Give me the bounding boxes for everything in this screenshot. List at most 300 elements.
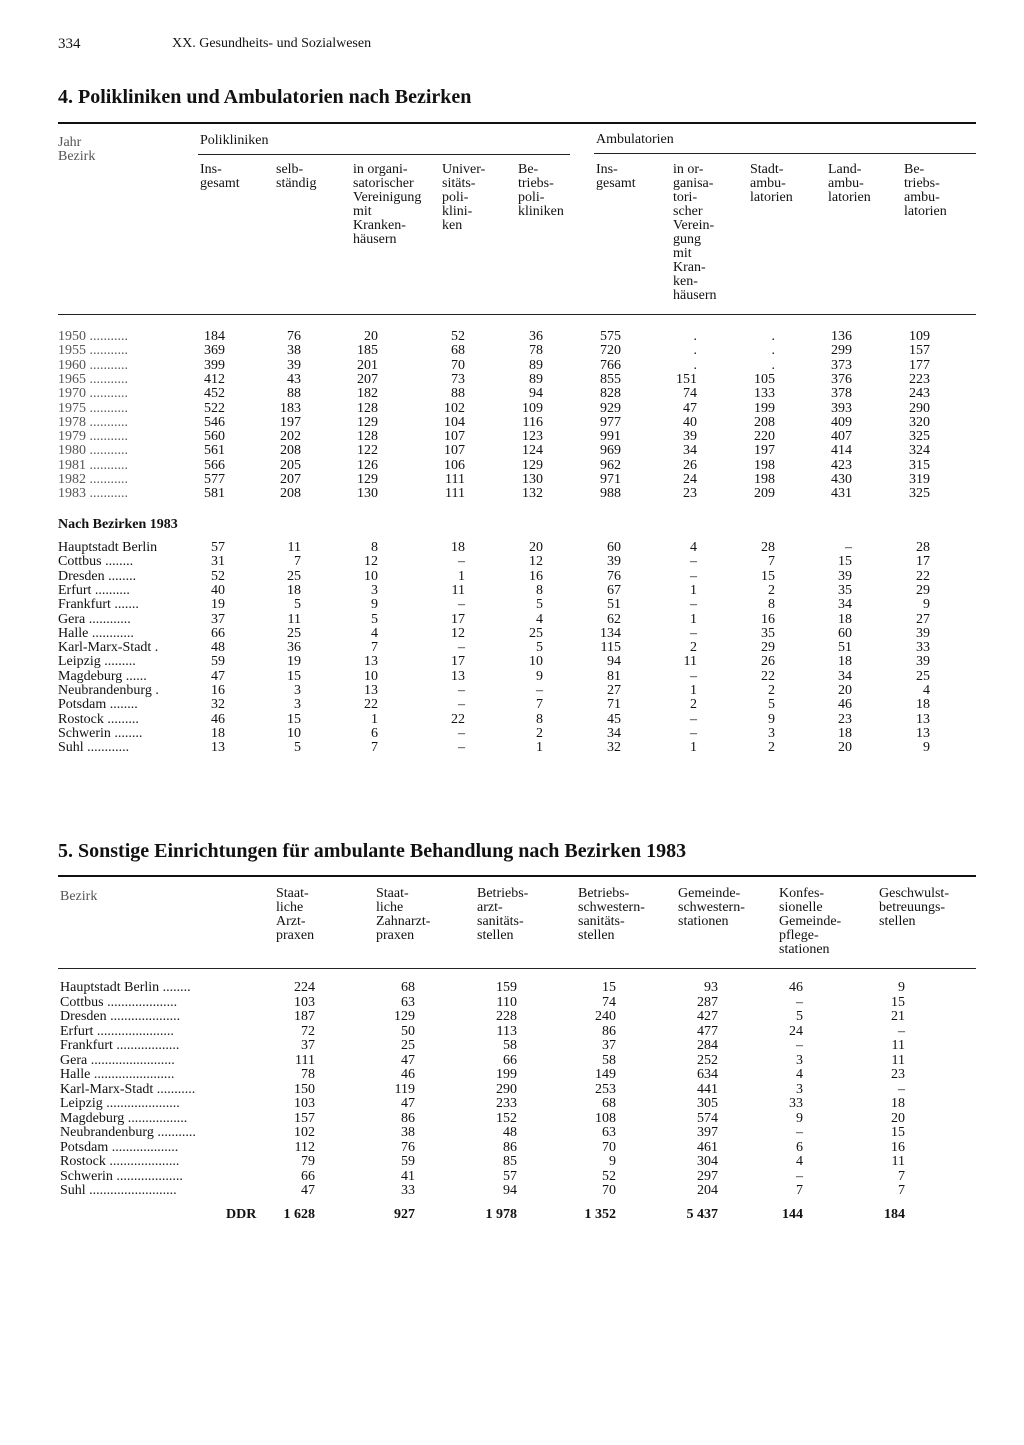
table4-cell: .: [693, 357, 697, 373]
table4-cell: 7: [294, 554, 301, 570]
table4-cell: 39: [607, 554, 621, 570]
table4-cell: 3: [768, 725, 775, 741]
table5-cell: 33: [789, 1096, 803, 1111]
table4-cell: 13: [364, 654, 378, 670]
table4-group-rule-poli: [198, 154, 570, 155]
table5-cell: 290: [496, 1081, 517, 1097]
table4-cell: 325: [909, 486, 930, 502]
table5-cell: 119: [394, 1081, 415, 1097]
table5-cell: 103: [294, 994, 315, 1010]
table4-cell: 243: [909, 386, 930, 402]
table5-cell: 5: [796, 1009, 803, 1024]
table5-cell: 240: [595, 1009, 616, 1024]
table4-cell: 452: [204, 386, 225, 402]
table4-cell: 184: [204, 329, 225, 344]
table4-cell: 47: [211, 668, 225, 684]
table5-cell: 74: [602, 994, 616, 1010]
table4-cell: 15: [761, 568, 775, 584]
table4-cell: 46: [211, 711, 225, 727]
table5-column-header: Gemeinde- schwestern- stationen: [678, 886, 745, 929]
table4-cell: 13: [916, 711, 930, 727]
table4-cell: 9: [768, 711, 775, 727]
table4-cell: 39: [916, 625, 930, 641]
table4-cell: 414: [831, 443, 852, 459]
table4-cell: 320: [909, 414, 930, 430]
table4-cell: 10: [287, 725, 301, 741]
table4-cell: 325: [909, 429, 930, 445]
table4-cell: 89: [529, 371, 543, 387]
table5-cell: 46: [789, 980, 803, 995]
table4-cell: 1: [371, 711, 378, 727]
table4-cell: –: [458, 740, 465, 756]
table4-cell: –: [690, 625, 697, 641]
table4-cell: 18: [451, 540, 465, 555]
table4-cell: 5: [294, 740, 301, 756]
table4-row-label: Magdeburg ......: [58, 668, 147, 684]
table4-row-label: 1978 ...........: [58, 414, 128, 430]
table4-cell: 22: [916, 568, 930, 584]
table5-cell: 103: [294, 1096, 315, 1111]
table4-cell: –: [536, 683, 543, 698]
table4-cell: .: [771, 343, 775, 359]
table4-cell: –: [458, 640, 465, 656]
table4-column-header: in organi- satorischer Vereinigung mit Kranken- häusern: [353, 162, 422, 247]
table5-cell: 18: [891, 1096, 905, 1111]
table4-row-label: 1982 ...........: [58, 472, 128, 487]
table4-cell: 315: [909, 457, 930, 473]
table4-cell: 25: [529, 625, 543, 641]
table4-cell: 962: [600, 457, 621, 473]
table4-cell: 7: [371, 640, 378, 656]
table4-cell: 9: [923, 597, 930, 613]
table5-cell: 9: [898, 980, 905, 995]
table5-cell: 152: [496, 1110, 517, 1126]
table4-cell: 18: [916, 697, 930, 713]
table4-cell: 2: [690, 697, 697, 713]
table4-cell: 129: [357, 414, 378, 430]
table5-cell: 110: [496, 994, 517, 1010]
table5-row-label: Hauptstadt Berlin ........: [60, 980, 191, 995]
table4-cell: 13: [364, 683, 378, 698]
table5-column-header: Staat- liche Arzt- praxen: [276, 886, 315, 943]
table4-column-header: Univer- sitäts- poli- klini- ken: [442, 162, 486, 233]
table4-cell: 5: [536, 597, 543, 613]
table5-cell: 108: [595, 1110, 616, 1126]
table4-cell: 74: [683, 386, 697, 402]
table4-cell: 1: [458, 568, 465, 584]
table5-cell: 15: [891, 1125, 905, 1140]
table5-cell: 149: [595, 1067, 616, 1082]
table4-cell: 9: [923, 740, 930, 756]
table4-cell: 5: [371, 611, 378, 627]
table4-cell: 12: [451, 625, 465, 641]
table4-cell: 208: [280, 486, 301, 502]
table4-cell: 5: [536, 640, 543, 656]
table4-cell: 198: [754, 472, 775, 487]
table5-cell: 3: [796, 1081, 803, 1097]
table5-cell: 11: [891, 1052, 905, 1068]
table5-cell: 58: [503, 1038, 517, 1053]
table4-row-label: Leipzig .........: [58, 654, 136, 670]
table4-cell: 66: [211, 625, 225, 641]
table4-cell: 182: [357, 386, 378, 402]
table5-cell: 461: [697, 1139, 718, 1155]
table4-cell: 373: [831, 357, 852, 373]
table4-cell: 62: [607, 611, 621, 627]
table5-cell: 86: [401, 1110, 415, 1126]
table4-cell: 26: [683, 457, 697, 473]
table4-cell: 3: [294, 697, 301, 713]
table5-cell: 63: [401, 994, 415, 1010]
table5-cell: 66: [503, 1052, 517, 1068]
table4-cell: 409: [831, 414, 852, 430]
table4-cell: 19: [287, 654, 301, 670]
table4-cell: 37: [211, 611, 225, 627]
table4-cell: 11: [451, 582, 465, 598]
table4-cell: 78: [529, 343, 543, 359]
table4-cell: 27: [607, 683, 621, 698]
table4-row-label: Erfurt ..........: [58, 582, 130, 598]
table5-total-cell: 5 437: [686, 1207, 718, 1222]
table4-cell: 31: [211, 554, 225, 570]
table4-cell: 198: [754, 457, 775, 473]
table5-total-cell: 1 978: [485, 1207, 517, 1222]
table5-cell: 304: [697, 1154, 718, 1169]
table5-cell: 47: [401, 1096, 415, 1111]
table5-cell: 46: [401, 1067, 415, 1082]
table5-cell: 85: [503, 1154, 517, 1169]
table4-cell: 9: [536, 668, 543, 684]
table4-cell: 15: [287, 711, 301, 727]
table4-cell: 546: [204, 414, 225, 430]
table5-cell: 287: [697, 994, 718, 1010]
table4-row-label: Dresden ........: [58, 568, 137, 584]
table5-cell: –: [796, 994, 803, 1010]
table5-cell: 33: [401, 1183, 415, 1198]
table4-cell: 522: [204, 400, 225, 416]
table4-cell: 423: [831, 457, 852, 473]
table4-row-label: Halle ............: [58, 625, 134, 641]
table5-cell: 63: [602, 1125, 616, 1140]
table4-cell: 971: [600, 472, 621, 487]
table4-cell: 1: [690, 582, 697, 598]
table4-cell: 39: [838, 568, 852, 584]
table5-cell: 228: [496, 1009, 517, 1024]
table5-column-header: Geschwulst- betreuungs- stellen: [879, 886, 949, 929]
table5-cell: 113: [496, 1023, 517, 1039]
table5-cell: 68: [602, 1096, 616, 1111]
table4-cell: 8: [536, 582, 543, 598]
table4-cell: 208: [754, 414, 775, 430]
table4-cell: 11: [287, 611, 301, 627]
table4-cell: 575: [600, 329, 621, 344]
table5-cell: 441: [697, 1081, 718, 1097]
table4-cell: 16: [529, 568, 543, 584]
table4-cell: 4: [371, 625, 378, 641]
table5-cell: –: [796, 1125, 803, 1140]
table5-cell: 129: [394, 1009, 415, 1024]
table5-cell: 16: [891, 1139, 905, 1155]
table4-cell: 67: [607, 582, 621, 598]
table4-cell: 197: [754, 443, 775, 459]
table4-cell: 111: [445, 486, 465, 502]
table4-row-label: 1970 ...........: [58, 386, 128, 402]
table4-row-label: Cottbus ........: [58, 554, 134, 570]
table4-cell: 28: [916, 540, 930, 555]
table5-cell: 305: [697, 1096, 718, 1111]
table4-cell: 129: [357, 472, 378, 487]
table4-cell: 36: [529, 329, 543, 344]
table4-cell: 70: [451, 357, 465, 373]
table4-cell: 3: [294, 683, 301, 698]
table4-row-label: 1975 ...........: [58, 400, 128, 416]
table5-cell: 66: [301, 1168, 315, 1184]
table4-cell: 2: [768, 582, 775, 598]
table4-cell: 22: [451, 711, 465, 727]
table4-cell: 18: [211, 725, 225, 741]
table4-column-header: Ins- gesamt: [200, 162, 240, 191]
table4-cell: –: [458, 725, 465, 741]
table4-cell: 13: [451, 668, 465, 684]
table4-cell: 18: [287, 582, 301, 598]
table4-cell: 183: [280, 400, 301, 416]
table5-cell: 37: [602, 1038, 616, 1053]
table4-cell: 52: [451, 329, 465, 344]
table5-row-label: Leipzig .....................: [60, 1096, 180, 1111]
table4-cell: 15: [838, 554, 852, 570]
table5-cell: 70: [602, 1183, 616, 1198]
table5-cell: 15: [891, 994, 905, 1010]
table4-cell: 393: [831, 400, 852, 416]
table4-column-header: Stadt- ambu- latorien: [750, 162, 793, 205]
table4-cell: 8: [536, 711, 543, 727]
table4-cell: 48: [211, 640, 225, 656]
table4-cell: .: [693, 343, 697, 359]
table5-cell: 86: [503, 1139, 517, 1155]
table4-section-label: Nach Bezirken 1983: [58, 517, 178, 532]
table4-cell: 828: [600, 386, 621, 402]
table5-cell: 204: [697, 1183, 718, 1198]
table4-cell: 177: [909, 357, 930, 373]
table4-top-rule: [58, 122, 976, 124]
table4-row-label: Schwerin ........: [58, 725, 143, 741]
table5-column-header: Betriebs- schwestern- sanitäts- stellen: [578, 886, 645, 943]
table4-cell: 45: [607, 711, 621, 727]
table5-row-label: Suhl .........................: [60, 1183, 177, 1198]
table4-cell: 73: [451, 371, 465, 387]
table4-cell: 207: [280, 472, 301, 487]
table5-row-label: Schwerin ...................: [60, 1168, 183, 1184]
table4-cell: 59: [211, 654, 225, 670]
table4-cell: 24: [683, 472, 697, 487]
table4-cell: 157: [909, 343, 930, 359]
table4-cell: 7: [371, 740, 378, 756]
table5-row-label: Neubrandenburg ...........: [60, 1125, 196, 1140]
table5-cell: 7: [898, 1183, 905, 1198]
table4-cell: 25: [916, 668, 930, 684]
table4-cell: –: [690, 568, 697, 584]
table5-cell: 47: [401, 1052, 415, 1068]
table4-cell: 107: [444, 429, 465, 445]
table4-cell: 29: [761, 640, 775, 656]
table5-row-label: Cottbus ....................: [60, 994, 178, 1010]
table4-cell: 39: [916, 654, 930, 670]
table4-cell: 134: [600, 625, 621, 641]
table4-cell: 76: [607, 568, 621, 584]
table4-column-header: in or- ganisa- tori- scher Verein- gung mit Kran- ken- häusern: [673, 162, 717, 303]
table4-cell: 40: [683, 414, 697, 430]
table4-cell: 23: [683, 486, 697, 502]
table4-cell: 17: [916, 554, 930, 570]
table4-cell: 430: [831, 472, 852, 487]
table4-cell: 88: [451, 386, 465, 402]
table4-cell: 107: [444, 443, 465, 459]
table4-cell: 720: [600, 343, 621, 359]
table4-cell: .: [771, 329, 775, 344]
table4-cell: 68: [451, 343, 465, 359]
table5-cell: 233: [496, 1096, 517, 1111]
table4-cell: 185: [357, 343, 378, 359]
table4-cell: 9: [371, 597, 378, 613]
table5-cell: 187: [294, 1009, 315, 1024]
table4-cell: 23: [838, 711, 852, 727]
table5-cell: 11: [891, 1038, 905, 1053]
table4-cell: 133: [754, 386, 775, 402]
table4-cell: 10: [364, 668, 378, 684]
table4-cell: 126: [357, 457, 378, 473]
table5-total-label: DDR: [226, 1207, 257, 1222]
table4-cell: 299: [831, 343, 852, 359]
table4-row-label: Gera ............: [58, 611, 131, 627]
table5-cell: 634: [697, 1067, 718, 1082]
table4-cell: 81: [607, 668, 621, 684]
table5-cell: 48: [503, 1125, 517, 1140]
table4-cell: 40: [211, 582, 225, 598]
table4-cell: 209: [754, 486, 775, 502]
table4-cell: 51: [607, 597, 621, 613]
table4-cell: 128: [357, 429, 378, 445]
table4-cell: –: [845, 540, 852, 555]
table4-cell: 18: [838, 654, 852, 670]
table5-cell: 112: [294, 1139, 315, 1155]
table5-cell: 70: [602, 1139, 616, 1155]
table5-cell: 150: [294, 1081, 315, 1097]
table4-cell: 561: [204, 443, 225, 459]
table4-column-header: selb- ständig: [276, 162, 317, 191]
table4-cell: 17: [451, 611, 465, 627]
table4-row-label: 1979 ...........: [58, 429, 128, 445]
table4-cell: 39: [683, 429, 697, 445]
table5-cell: 11: [891, 1154, 905, 1169]
table4-row-label: Frankfurt .......: [58, 597, 139, 613]
table4-cell: 17: [451, 654, 465, 670]
table4-cell: 10: [364, 568, 378, 584]
table4-cell: –: [690, 711, 697, 727]
table4-group-amb: Ambulatorien: [596, 132, 674, 147]
table4-cell: 115: [600, 640, 621, 656]
table4-cell: 1: [690, 740, 697, 756]
table4-cell: 412: [204, 371, 225, 387]
table4-cell: 26: [761, 654, 775, 670]
table4-cell: 407: [831, 429, 852, 445]
table5-cell: –: [898, 1081, 905, 1097]
table4-cell: 35: [761, 625, 775, 641]
running-head: XX. Gesundheits- und Sozialwesen: [172, 36, 372, 51]
table4-group-rule-amb: [594, 153, 976, 154]
table4-cell: 5: [294, 597, 301, 613]
table5-cell: 7: [796, 1183, 803, 1198]
table5-cell: 9: [796, 1110, 803, 1126]
table4-cell: 57: [211, 540, 225, 555]
table4-column-header: Be- triebs- poli- kliniken: [518, 162, 564, 219]
table5-cell: 7: [898, 1168, 905, 1184]
table4-cell: 8: [768, 597, 775, 613]
table4-cell: 199: [754, 400, 775, 416]
table5-cell: 297: [697, 1168, 718, 1184]
table4-cell: 89: [529, 357, 543, 373]
table4-cell: 109: [522, 400, 543, 416]
table5-row-label: Potsdam ...................: [60, 1139, 179, 1155]
table4-row-label: 1965 ...........: [58, 371, 128, 387]
table4-cell: 560: [204, 429, 225, 445]
table5-cell: 15: [602, 980, 616, 995]
table4-cell: 431: [831, 486, 852, 502]
table5-stub-header: Bezirk: [60, 889, 98, 904]
table4-cell: 29: [916, 582, 930, 598]
table4-cell: 105: [754, 371, 775, 387]
table4-cell: 369: [204, 343, 225, 359]
table4-cell: 988: [600, 486, 621, 502]
table4-row-label: Hauptstadt Berlin: [58, 540, 158, 555]
table5-cell: 159: [496, 980, 517, 995]
table4-row-label: Suhl ............: [58, 740, 130, 756]
table5-cell: 59: [401, 1154, 415, 1169]
table4-cell: 991: [600, 429, 621, 445]
table4-cell: 130: [522, 472, 543, 487]
table5-total-cell: 144: [782, 1207, 803, 1222]
table4-cell: 11: [287, 540, 301, 555]
table5-cell: 6: [796, 1139, 803, 1155]
table4-row-label: 1981 ...........: [58, 457, 128, 473]
table4-cell: 20: [529, 540, 543, 555]
table5-cell: 252: [697, 1052, 718, 1068]
table4-cell: 25: [287, 568, 301, 584]
table5-head-rule: [58, 968, 976, 969]
table5-cell: 574: [697, 1110, 718, 1126]
table4-cell: 35: [838, 582, 852, 598]
table4-stub-header: Jahr Bezirk: [58, 135, 96, 164]
table4-cell: 16: [211, 683, 225, 698]
table4-cell: 34: [838, 668, 852, 684]
table4-cell: 223: [909, 371, 930, 387]
table4-cell: 3: [371, 582, 378, 598]
table4-cell: 39: [287, 357, 301, 373]
table4-cell: 60: [838, 625, 852, 641]
table4-cell: –: [690, 554, 697, 570]
table4-cell: 102: [444, 400, 465, 416]
table4-cell: 7: [536, 697, 543, 713]
table5-cell: 21: [891, 1009, 905, 1024]
table5-cell: 25: [401, 1038, 415, 1053]
table4-cell: 28: [761, 540, 775, 555]
table5-cell: 41: [401, 1168, 415, 1184]
table4-cell: 577: [204, 472, 225, 487]
table4-row-label: Neubrandenburg .: [58, 683, 159, 698]
table5-cell: 9: [609, 1154, 616, 1169]
table5-cell: 52: [602, 1168, 616, 1184]
table4-cell: 111: [445, 472, 465, 487]
table4-cell: 22: [761, 668, 775, 684]
